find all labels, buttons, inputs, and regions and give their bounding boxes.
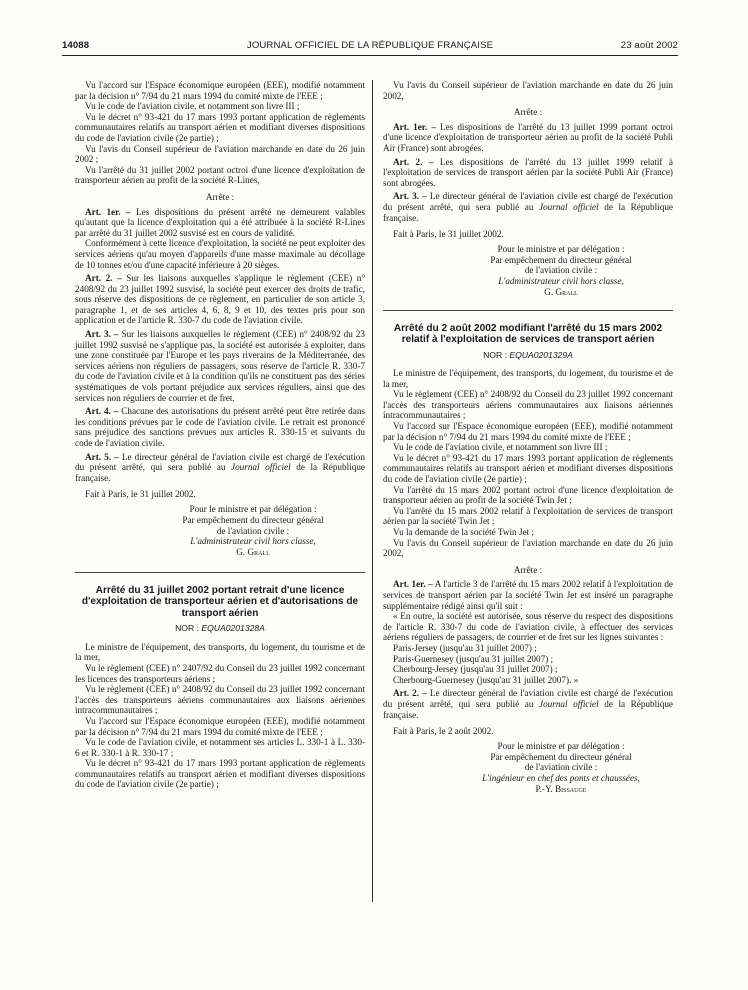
article-label: Art. 4. – <box>85 406 119 417</box>
arrete-title: Arrêté du 31 juillet 2002 portant retrait d'une licence d'exploitation de transporteur aérien et d'autorisations de transport aérien <box>81 584 359 619</box>
visa-paragraph: Vu la demande de la société Twin Jet ; <box>393 527 534 538</box>
route-list <box>383 643 673 685</box>
fait-line: Fait à Paris, le 31 juillet 2002. <box>85 489 196 500</box>
article-label: Art. 3. – <box>85 329 119 340</box>
article-paragraph <box>383 688 673 720</box>
visa-paragraph: Vu le décret n° 93-421 du 17 mars 1993 portant application de règlements communautaires relatifs au transport aérien et modifiant diverses dispositions du code de l'aviation civile (2e partie) ; <box>75 758 365 790</box>
article-text: de la République française. <box>383 201 673 223</box>
visa-paragraph: Vu le décret n° 93-421 du 17 mars 1993 portant application de règlements communautaires relatifs au transport aérien et modifiant diverses dispositions du code de l'aviation civile (2e partie) ; <box>383 452 673 485</box>
signature-line: Pour le ministre et par délégation : <box>497 740 625 751</box>
visa-paragraph: Vu le code de l'aviation civile, et notamment son livre III ; <box>85 101 300 112</box>
journal-reference: Journal officiel <box>539 201 599 212</box>
article-text: de la République française. <box>383 698 673 720</box>
article-label: Art. 2. – <box>393 688 427 699</box>
article-paragraph <box>383 191 673 223</box>
nor-label: NOR : <box>483 349 507 360</box>
article-text: Conformément à cette licence d'exploitation, la société ne peut exploiter des services aériens qu'au moyen d'appareils d'une masse maximale au décollage de 10 tonnes et/ou d'une capacité inférieure à 20 sièges. <box>75 238 365 270</box>
route-item: Cherbourg-Guernesey (jusqu'au 31 juillet 2007). » <box>393 674 579 685</box>
article-label: Art. 1er. – <box>393 579 433 590</box>
signature-title: L'administrateur civil hors classe, <box>498 276 624 287</box>
journal-title: JOURNAL OFFICIEL DE LA RÉPUBLIQUE FRANÇAISE <box>246 40 494 51</box>
visa-paragraph: Vu le code de l'aviation civile, et notamment ses articles L. 330-1 à L. 330-6 et R. 330-1 à R. 330-17 ; <box>75 737 365 758</box>
article-paragraph <box>383 157 673 189</box>
signature-block <box>383 244 673 298</box>
signature-title: L'ingénieur en chef des ponts et chaussées, <box>482 773 640 784</box>
signature-line: de l'aviation civile : <box>524 265 598 276</box>
signature-line: de l'aviation civile : <box>524 762 598 773</box>
article-paragraph <box>75 207 365 239</box>
visa-paragraph: Vu l'arrêté du 31 juillet 2002 portant octroi d'une licence d'exploitation de transporteur aérien au profit de la société R-Lines, <box>75 164 365 186</box>
left-column <box>75 80 365 790</box>
article-label: Art. 1er. – <box>393 121 436 132</box>
page-number: 14088 <box>62 40 90 51</box>
arrete-heading: Arrête : <box>205 191 235 202</box>
visa-paragraph: Vu le décret n° 93-421 du 17 mars 1993 portant application de règlements communautaires relatifs au transport aérien et modifiant diverses dispositions du code de l'aviation civile (2e partie) ; <box>75 111 365 143</box>
article-paragraph <box>75 452 365 484</box>
journal-reference: Journal officiel <box>539 698 599 709</box>
article-paragraph <box>75 273 365 326</box>
article-label: Art. 3. – <box>393 191 427 202</box>
visa-paragraph: Vu l'accord sur l'Espace économique européen (EEE), modifié notamment par la décision n° 7/94 du 21 mars 1994 du comité mixte de l'EEE ; <box>75 715 365 737</box>
signature-block <box>383 741 673 795</box>
nor-reference <box>75 623 365 634</box>
signature-line: Par empêchement du directeur général <box>490 751 632 762</box>
signature-line: Pour le ministre et par délégation : <box>189 503 317 514</box>
article-text: Sur les liaisons auxquelles le règlement (CEE) n° 2408/92 du 23 juillet 1992 susvisé ne s'applique pas, la société est autorisée à exploiter, dans une zone constituée par l'Europe et les pays riverains de la Méditerranée, des services aériens non réguliers de passagers, sous réserve de l'article R. 330-7 du code de l'aviation civile et à la condition qu'ils ne constituent pas des séries systématiques de vols portant préjudice aux services réguliers, ainsi que des services non réguliers de courrier et de fret. <box>75 329 365 403</box>
visa-paragraph: Vu le règlement (CEE) n° 2407/92 du Conseil du 23 juillet 1992 concernant les licences des transporteurs aériens ; <box>75 662 365 684</box>
visa-paragraph: Vu l'accord sur l'Espace économique européen (EEE), modifié notamment par la décision n° 7/94 du 21 mars 1994 du comité mixte de l'EEE ; <box>75 80 365 101</box>
signatory-name: G. Grall <box>544 286 578 297</box>
nor-code: EQUA0201329A <box>509 349 573 360</box>
arrete-heading: Arrête : <box>513 564 543 575</box>
article-text: Le directeur général de l'aviation civile est chargé de l'exécution du présent arrêté, qui sera publié au <box>75 451 365 473</box>
article-paragraph <box>383 122 673 154</box>
right-column <box>383 80 673 795</box>
arrete-title: Arrêté du 2 août 2002 modifiant l'arrêté du 15 mars 2002 relatif à l'exploitation de services de transport aérien <box>393 322 663 346</box>
article-text: de la République française. <box>75 462 365 483</box>
article-paragraph <box>75 238 365 270</box>
article-label: Art. 1er. – <box>85 206 131 217</box>
journal-reference: Journal officiel <box>231 462 291 473</box>
signatory-name: P.-Y. Bissauge <box>535 783 587 794</box>
nor-code: EQUA0201328A <box>201 623 265 634</box>
visa-paragraph: Le ministre de l'équipement, des transports, du logement, du tourisme et de la mer, <box>383 368 673 389</box>
article-paragraph <box>75 329 365 403</box>
article-text: Chacune des autorisations du présent arrêté peut être retirée dans les conditions prévues par le code de l'aviation civile. Le retrait est prononcé sans préjudice des sanctions prévues aux articles R. 330-15 et suivants du code de l'aviation civile. <box>75 406 366 448</box>
article-text: Le directeur général de l'aviation civile est chargé de l'exécution du présent arrêté, qui sera publié au <box>383 191 673 212</box>
article-paragraph <box>383 579 673 611</box>
signatory-name: G. Grall <box>236 547 270 558</box>
article-text: Le directeur général de l'aviation civile est chargé de l'exécution du présent arrêté, qui sera publié au <box>383 688 673 709</box>
visa-paragraph: Vu l'avis du Conseil supérieur de l'aviation marchande en date du 26 juin 2002, <box>383 537 673 559</box>
article-label: Art. 2. – <box>393 156 434 167</box>
signature-title: L'administrateur civil hors classe, <box>190 536 316 547</box>
article-text: Les dispositions de l'arrêté du 13 juillet 1999 portant octroi d'une licence d'exploitation de transporteur aérien au profit de la société Publi Air (France) sont abrogées. <box>383 121 674 153</box>
signature-line: Pour le ministre et par délégation : <box>497 243 625 254</box>
article-label: Art. 5. – <box>85 451 119 462</box>
visa-paragraph: Vu le règlement (CEE) n° 2408/92 du Conseil du 23 juillet 1992 concernant l'accès des transporteurs aériens communautaires aux liaisons aériennes intracommunautaires ; <box>75 684 365 716</box>
column-divider <box>372 80 373 902</box>
article-paragraph <box>75 406 365 448</box>
visa-paragraph: Vu l'arrêté du 15 mars 2002 relatif à l'exploitation de services de transport aérien par la société Twin Jet ; <box>383 505 673 527</box>
article-text: Les dispositions de l'arrêté du 13 juillet 1999 relatif à l'exploitation de services de transport aérien par la société Publi Air (France) sont abrogées. <box>383 156 674 188</box>
signature-line: Par empêchement du directeur général <box>490 254 632 265</box>
article-label: Art. 2. – <box>85 273 122 284</box>
visa-paragraph: Vu l'avis du Conseil supérieur de l'aviation marchande en date du 26 juin 2002, <box>383 80 673 101</box>
section-separator <box>383 310 673 311</box>
visa-paragraph: Vu l'accord sur l'Espace économique européen (EEE), modifié notamment par la décision n° 7/94 du 21 mars 1994 du comité mixte de l'EEE ; <box>383 421 673 442</box>
visa-paragraph: Vu l'arrêté du 15 mars 2002 portant octroi d'une licence d'exploitation de transporteur aérien au profit de la société Twin Jet ; <box>383 484 673 506</box>
quoted-paragraph: « En outre, la société est autorisée, sous réserve du respect des dispositions de l'article R. 330-7 du code de l'aviation civile, à effectuer des services aériens réguliers de passagers, de courrier et de fret sur les lignes suivantes : <box>383 611 673 643</box>
issue-date: 23 août 2002 <box>620 40 678 51</box>
signature-block <box>75 504 365 558</box>
arrete-heading: Arrête : <box>513 107 543 118</box>
header-rule <box>62 55 678 56</box>
nor-label: NOR : <box>175 623 199 634</box>
visa-paragraph: Vu le règlement (CEE) n° 2408/92 du Conseil du 23 juillet 1992 concernant l'accès des transporteurs aériens communautaires aux liaisons aériennes intracommunautaires ; <box>383 389 673 421</box>
signature-line: de l'aviation civile : <box>216 525 290 536</box>
fait-line: Fait à Paris, le 2 août 2002. <box>393 726 494 737</box>
visa-paragraph: Le ministre de l'équipement, des transports, du logement, du tourisme et de la mer, <box>75 641 365 663</box>
visa-paragraph: Vu l'avis du Conseil supérieur de l'aviation marchande en date du 26 juin 2002 ; <box>75 143 365 165</box>
article-text: Sur les liaisons auxquelles s'applique le règlement (CEE) n° 2408/92 du 23 juillet 1992 susvisé, la société peut exercer des droits de trafic, sous réserve des dispositions de ce règlement, en particulier de son article 3, paragraphe 1, et de ses articles 4, 6, 8, 9 et 10, des textes pris pour son application et de l'article R. 330-7 du code de l'aviation civile. <box>75 273 365 326</box>
fait-line: Fait à Paris, le 31 juillet 2002. <box>393 229 504 240</box>
route-item: Paris-Guernesey (jusqu'au 31 juillet 2007) ; <box>393 653 554 664</box>
section-separator <box>75 572 365 573</box>
page-header <box>62 38 678 54</box>
article-text: A l'article 3 de l'arrêté du 15 mars 2002 relatif à l'exploitation de services de transport aérien par la société Twin Jet est inséré un paragraphe supplémentaire rédigé ainsi qu'il suit : <box>383 579 673 611</box>
article-text: Les dispositions du présent arrêté ne demeurent valables qu'autant que la licence d'exploitation qui a été attribuée à la société R-Lines par arrêté du 31 juillet 2002 susvisé est en cours de validité. <box>75 206 366 238</box>
visa-paragraph: Vu le code de l'aviation civile, et notamment son livre III ; <box>393 442 608 453</box>
nor-reference <box>383 350 673 361</box>
signature-line: Par empêchement du directeur général <box>182 514 324 525</box>
route-item: Paris-Jersey (jusqu'au 31 juillet 2007) ; <box>393 642 537 653</box>
route-item: Cherbourg-Jersey (jusqu'au 31 juillet 2007) ; <box>393 664 558 675</box>
